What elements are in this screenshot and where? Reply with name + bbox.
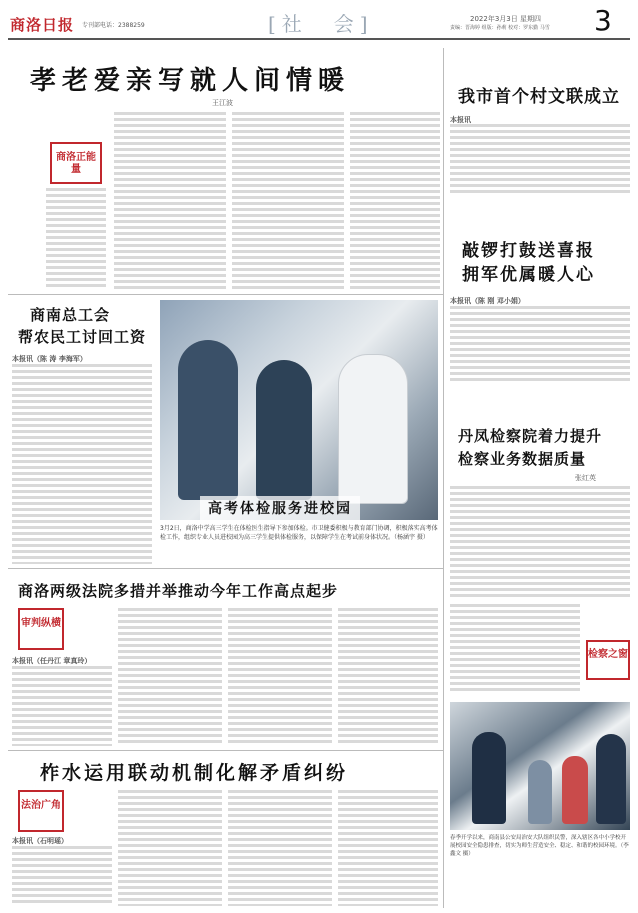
headline-filial: 孝老爱亲写就人间情暖 bbox=[30, 66, 351, 96]
headline-union-1: 商南总工会 bbox=[30, 306, 111, 324]
body-filial-col2 bbox=[114, 112, 226, 290]
photo-title: 高考体检服务进校园 bbox=[200, 496, 360, 520]
divider-right-col bbox=[443, 48, 444, 908]
headline-dispute: 柞水运用联动机制化解矛盾纠纷 bbox=[40, 762, 349, 784]
section-title: [社 会] bbox=[268, 12, 374, 36]
byline-filial: 王江波 bbox=[212, 99, 233, 107]
byline-procuratorate: 张红英 bbox=[575, 474, 596, 482]
headline-union-2: 帮农民工讨回工资 bbox=[18, 328, 147, 346]
photo-caption-patrol: 春季开学以来，商南县公安局治安大队组织民警，深入辖区各中小学校开展校园安全隐患排查，切实为师生营造安全、稳定、和谐的校园环境。（李鑫文 摄） bbox=[450, 835, 629, 857]
lead-union: 本报讯（陈 涛 李海军） bbox=[12, 355, 87, 363]
headline-gongs-1: 敲锣打鼓送喜报 bbox=[462, 241, 595, 261]
body-filial-col1 bbox=[46, 188, 106, 290]
body-union bbox=[12, 364, 152, 564]
badge-trial bbox=[18, 608, 64, 650]
headline-gongs-2: 拥军优属暖人心 bbox=[462, 265, 595, 285]
student-figure-left bbox=[178, 340, 238, 500]
badge-law-label: 法治广角 bbox=[21, 800, 61, 811]
body-dispute-col4 bbox=[338, 790, 438, 906]
badge-positive-energy bbox=[50, 142, 102, 184]
body-courts-col3 bbox=[228, 608, 332, 746]
student-figure-mid bbox=[256, 360, 312, 500]
photo-caption: 3月2日，商洛中学高三学生在体检医生指导下参加体检。市卫健委积极与教育部门协调，积极落实高考体检工作，组织专业人员进校园为高三学生提供体检服务，以保障学生在考试前身体状况。（杨涵宇 摄） bbox=[160, 525, 438, 541]
photo-school-patrol bbox=[450, 702, 630, 830]
child-figure-2 bbox=[562, 756, 588, 824]
body-gongs bbox=[450, 306, 630, 384]
badge-procuratorate-label: 检察之窗 bbox=[588, 649, 628, 660]
masthead bbox=[0, 0, 638, 42]
body-procuratorate-1 bbox=[450, 486, 630, 600]
newspaper-logo: 商洛日报 bbox=[10, 16, 75, 34]
body-village bbox=[450, 124, 630, 196]
body-filial-col4 bbox=[350, 112, 440, 290]
badge-procuratorate bbox=[586, 640, 630, 680]
doctor-figure bbox=[338, 354, 408, 504]
badge-law bbox=[18, 790, 64, 832]
body-courts-col4 bbox=[338, 608, 438, 746]
body-procuratorate-2 bbox=[450, 604, 580, 694]
phone-number: 专刊部电话：2388259 bbox=[82, 22, 145, 29]
badge-trial-label: 审判纵横 bbox=[21, 618, 61, 629]
headline-procuratorate-2: 检察业务数据质量 bbox=[458, 450, 587, 468]
body-courts-col1 bbox=[12, 666, 112, 746]
divider-dispute bbox=[8, 750, 443, 751]
lead-dispute: 本报讯（石明瑶） bbox=[12, 837, 68, 845]
body-dispute-col2 bbox=[118, 790, 222, 906]
officer-figure-2 bbox=[596, 734, 626, 824]
issue-date: 2022年3月3日 星期四 bbox=[470, 15, 541, 23]
divider-courts bbox=[8, 568, 443, 569]
divider-top bbox=[8, 294, 443, 295]
officer-figure bbox=[472, 732, 506, 824]
lead-gongs: 本报讯（陈 刚 邓小娟） bbox=[450, 297, 525, 305]
body-courts-col2 bbox=[118, 608, 222, 746]
masthead-rule bbox=[8, 38, 630, 40]
body-dispute-col1 bbox=[12, 846, 112, 906]
headline-procuratorate-1: 丹凤检察院着力提升 bbox=[458, 427, 603, 445]
editors-line: 责编：晋海婷 组版：孙莉 校对：罗东勤 马雪 bbox=[450, 25, 550, 31]
lead-courts: 本报讯（任丹江 章真玲） bbox=[12, 657, 92, 665]
lead-village: 本报讯 bbox=[450, 116, 471, 124]
body-dispute-col3 bbox=[228, 790, 332, 906]
headline-village: 我市首个村文联成立 bbox=[458, 87, 620, 107]
page-number: 3 bbox=[594, 4, 612, 37]
body-filial-col3 bbox=[232, 112, 344, 290]
photo-health-check bbox=[160, 300, 438, 520]
badge-label: 商洛正能量 bbox=[56, 152, 96, 175]
child-figure-1 bbox=[528, 760, 552, 824]
headline-courts: 商洛两级法院多措并举推动今年工作高点起步 bbox=[18, 582, 339, 600]
